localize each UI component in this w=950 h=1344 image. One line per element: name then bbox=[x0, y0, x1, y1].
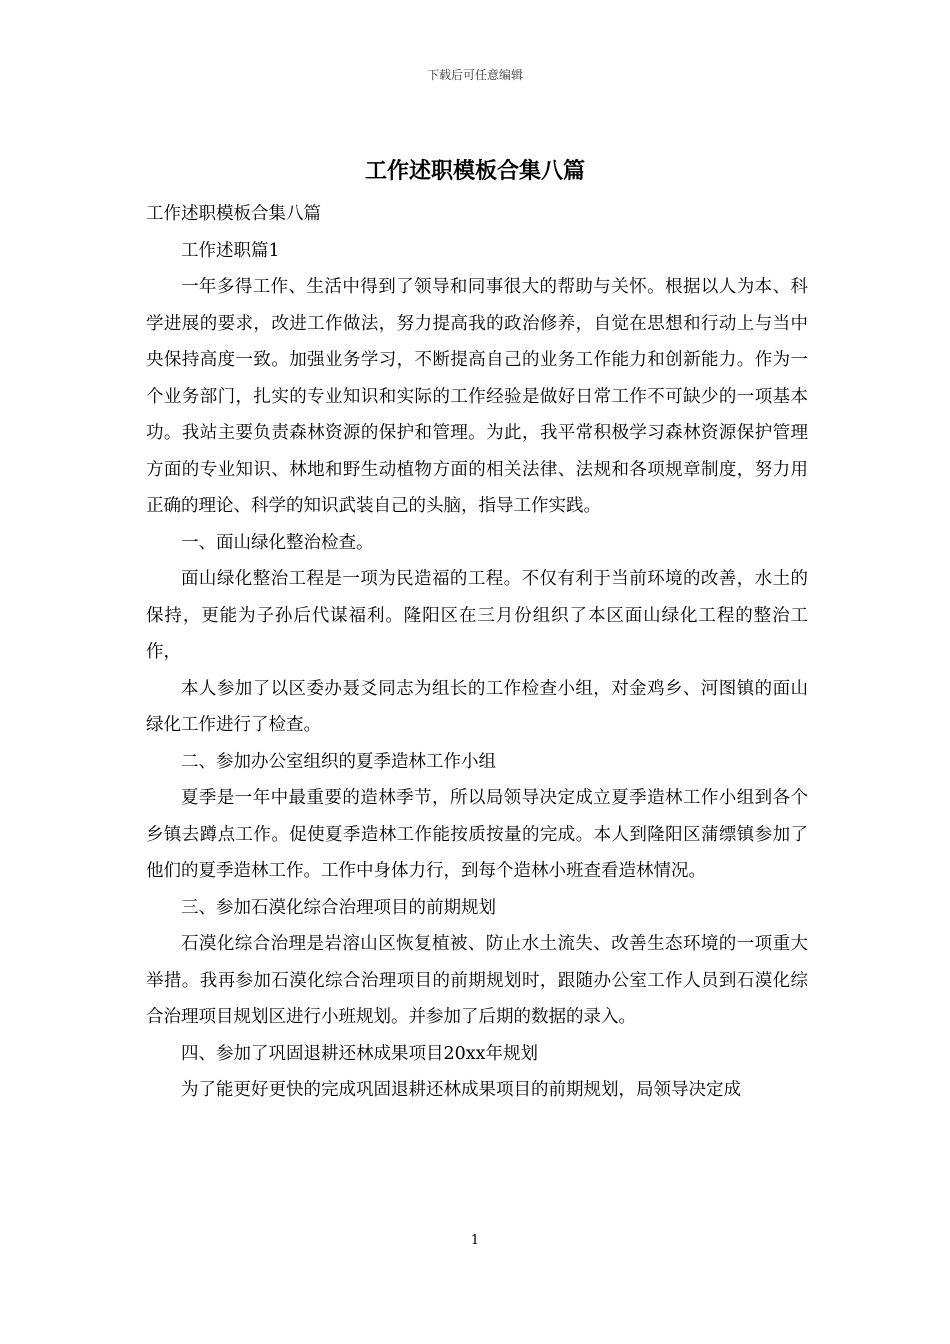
subtitle-paragraph: 工作述职模板合集八篇 bbox=[146, 204, 321, 224]
body-paragraph: 为了能更好更快的完成巩固退耕还林成果项目的前期规划，局领导决定成 bbox=[181, 1080, 741, 1100]
section-heading: 一、面山绿化整治检查。 bbox=[181, 532, 374, 553]
section-heading: 工作述职篇1 bbox=[181, 240, 280, 261]
section-heading: 三、参加石漠化综合治理项目的前期规划 bbox=[181, 897, 496, 918]
body-paragraph: 面山绿化整治工程是一项为民造福的工程。不仅有利于当前环境的改善，水土的保持，更能为子孙后代谋福利。隆阳区在三月份组织了本区面山绿化工程的整治工作， bbox=[146, 569, 808, 662]
document-body bbox=[146, 196, 808, 1109]
section-heading: 四、参加了巩固退耕还林成果项目20xx年规划 bbox=[181, 1043, 539, 1064]
body-paragraph: 一年多得工作、生活中得到了领导和同事很大的帮助与关怀。根据以人为本、科学进展的要求，改进工作做法，努力提高我的政治修养，自觉在思想和行动上与当中央保持高度一致。加强业务学习，不断提高自己的业务工作能力和创新能力。作为一个业务部门，扎实的专业知识和实际的工作经验是做好日常工作不可缺少的一项基本功。我站主要负责森林资源的保护和管理。为此，我平常积极学习森林资源保护管理方面的专业知识、林地和野生动植物方面的相关法律、法规和各项规章制度，努力用正确的理论、科学的知识武装自己的头脑，指导工作实践。 bbox=[146, 277, 808, 516]
page-number: 1 bbox=[470, 1233, 480, 1248]
body-paragraph: 本人参加了以区委办聂爻同志为组长的工作检查小组，对金鸡乡、河图镇的面山绿化工作进行了检查。 bbox=[146, 678, 808, 735]
section-heading: 二、参加办公室组织的夏季造林工作小组 bbox=[181, 751, 496, 772]
page-header-note: 下载后可任意编辑 bbox=[426, 68, 523, 82]
document-title: 工作述职模板合集八篇 bbox=[364, 158, 585, 184]
body-paragraph: 夏季是一年中最重要的造林季节，所以局领导决定成立夏季造林工作小组到各个乡镇去蹲点工作。促使夏季造林工作能按质按量的完成。本人到隆阳区蒲缥镇参加了他们的夏季造林工作。工作中身体力行，到每个造林小班查看造林情况。 bbox=[146, 788, 808, 881]
body-paragraph: 石漠化综合治理是岩溶山区恢复植被、防止水土流失、改善生态环境的一项重大举措。我再参加石漠化综合治理项目的前期规划时，跟随办公室工作人员到石漠化综合治理项目规划区进行小班规划。并参加了后期的数据的录入。 bbox=[146, 934, 808, 1027]
